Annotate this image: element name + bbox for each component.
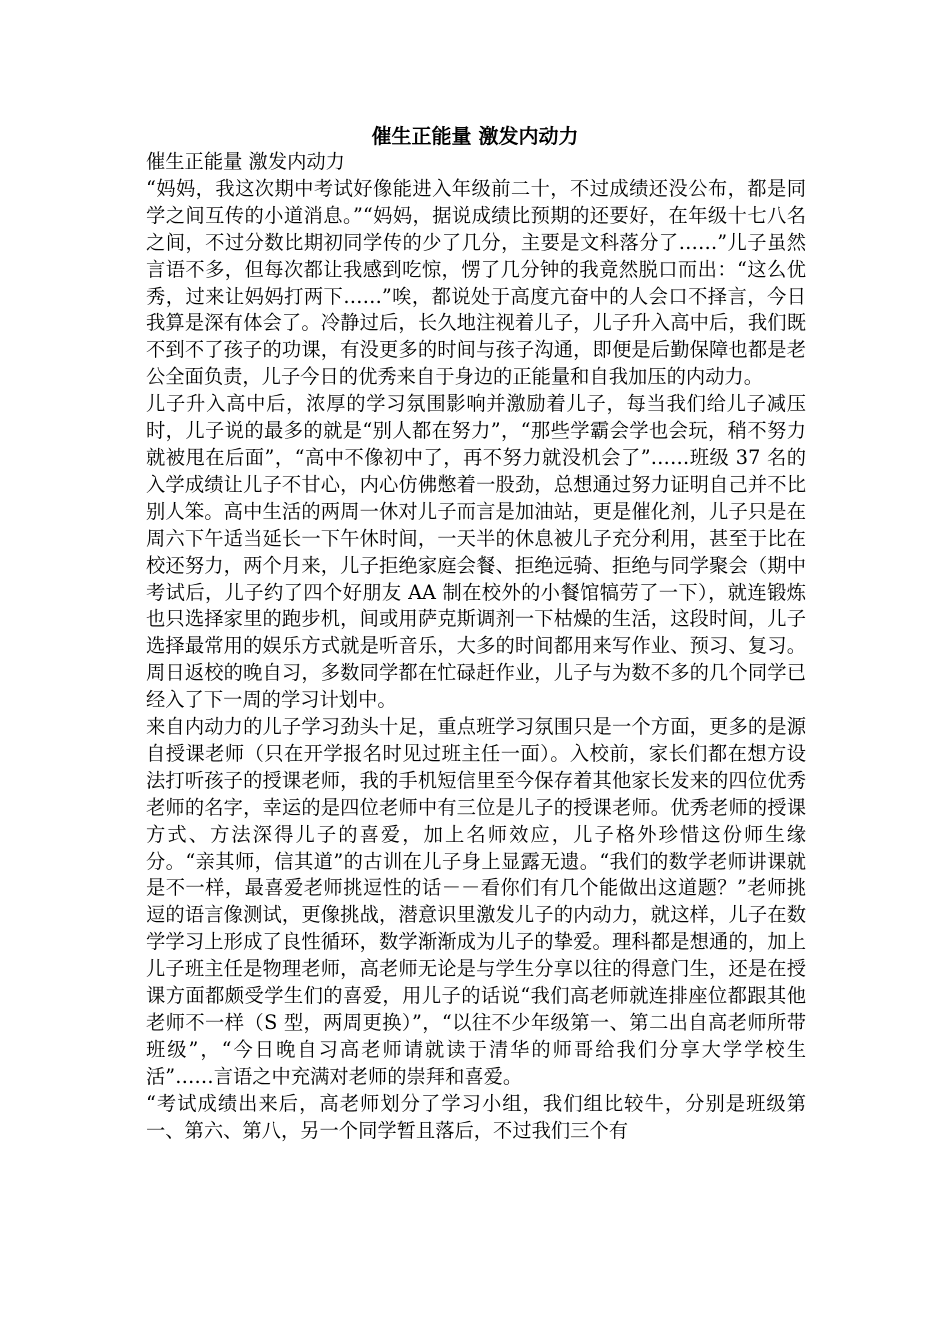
document-title: 催生正能量 激发内动力	[371, 124, 579, 148]
paragraph-teachers: 来自内动力的儿子学习劲头十足，重点班学习氛围只是一个方面，更多的是源自授课老师（只在开学报名时见过班主任一面）。入校前，家长们都在想方设法打听孩子的授课老师，我的手机短信里至今保存着其他家长发来的四位优秀老师的名字，幸运的是四位老师中有三位是儿子的授课老师。优秀老师的授课方式、方法深得儿子的喜爱，加上名师效应，儿子格外珍惜这份师生缘分。“亲其师，信其道”的古训在儿子身上显露无遗。“我们的数学老师讲课就是不一样，最喜爱老师挑逗性的话－－看你们有几个能做出这道题？”老师挑逗的语言像测试，更像挑战，潜意识里激发儿子的内动力，就这样，儿子在数学学习上形成了良性循环，数学渐渐成为儿子的挚爱。理科都是想通的，加上儿子班主任是物理老师，高老师无论是与学生分享以往的得意门生，还是在授课方面都颇受学生们的喜爱，用儿子的话说“我们高老师就连排座位都跟其他老师不一样（S 型，两周更换）”，“以往不少年级第一、第二出自高老师所带班级”，“今日晚自习高老师请就读于清华的师哥给我们分享大学学校生活”……言语之中充满对老师的崇拜和喜爱。	[146, 715, 806, 1088]
paragraph-subtitle: 催生正能量 激发内动力	[146, 150, 345, 173]
paragraph-study-atmosphere: 儿子升入高中后，浓厚的学习氛围影响并激励着儿子，每当我们给儿子减压时，儿子说的最多的就是“别人都在努力”，“那些学霸会学也会玩，稍不努力就被甩在后面”，“高中不像初中了，再不努力就没机会了”……班级 37 名的入学成绩让儿子不甘心，内心仿佛憋着一股劲，总想通过努力证明自己并不比别人笨。高中生活的两周一休对儿子而言是加油站，更是催化剂，儿子只是在周六下午适当延长一下午休时间，一天半的休息被儿子充分利用，甚至于比在校还努力，两个月来，儿子拒绝家庭会餐、拒绝远骑、拒绝与同学聚会（期中考试后，儿子约了四个好朋友 AA 制在校外的小餐馆犒劳了一下），就连锻炼也只选择家里的跑步机，间或用萨克斯调剂一下枯燥的生活，这段时间，儿子选择最常用的娱乐方式就是听音乐，大多的时间都用来写作业、预习、复习。周日返校的晚自习，多数同学都在忙碌赶作业，儿子与为数不多的几个同学已经入了下一周的学习计划中。	[146, 392, 806, 712]
document-body	[146, 149, 806, 1145]
paragraph-exam-news: “妈妈，我这次期中考试好像能进入年级前二十，不过成绩还没公布，都是同学之间互传的小道消息。”“妈妈，据说成绩比预期的还要好，在年级十七八名之间，不过分数比期初同学传的少了几分，主要是文科落分了……”儿子虽然言语不多，但每次都让我感到吃惊，愣了几分钟的我竟然脱口而出：“这么优秀，过来让妈妈打两下……”唉，都说处于高度亢奋中的人会口不择言，今日我算是深有体会了。冷静过后，长久地注视着儿子，儿子升入高中后，我们既不到不了孩子的功课，有没更多的时间与孩子沟通，即便是后勤保障也都是老公全面负责，儿子今日的优秀来自于身边的正能量和自我加压的内动力。	[146, 176, 806, 389]
paragraph-study-group: “考试成绩出来后，高老师划分了学习小组，我们组比较牛，分别是班级第一、第六、第八，另一个同学暂且落后，不过我们三个有	[146, 1091, 806, 1142]
